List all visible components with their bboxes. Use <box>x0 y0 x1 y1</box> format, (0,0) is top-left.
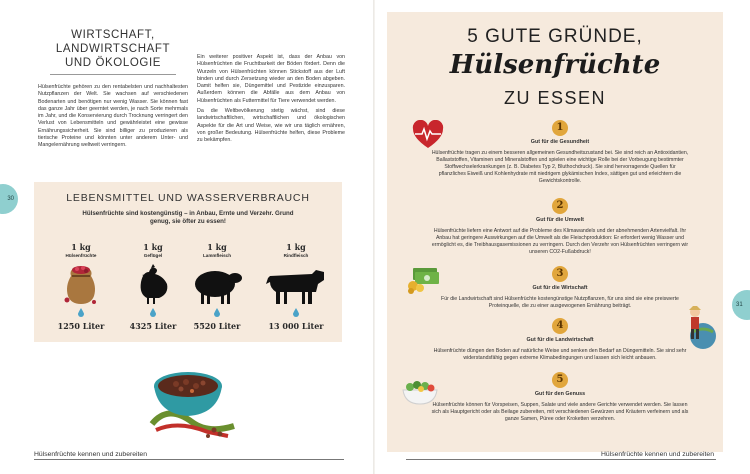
reason-title: Gut für die Wirtschaft <box>532 285 588 291</box>
water-drop-icon <box>293 308 299 317</box>
footer-right: Hülsenfrüchte kennen und zubereiten <box>601 451 714 458</box>
paragraph: Da die Weltbevölkerung stetig wächst, sind diese landwirtschaftlichen, wirtschaftlichen und ökologischen Aspekte für die Art und Weise, wie wir uns täglich ernähren, von großer Bedeutung. Hülsenfrüchte helfen, diese Probleme zu bekämpfen. <box>197 108 345 144</box>
reason-body: Hülsenfrüchte liefern eine Antwort auf die Probleme des Klimawandels und der abnehmenden Artenvielfalt. Ihr Anbau hat geringere Auswirkungen auf die Umwelt als die Fleischproduktion: Er erfordert wenig Wasser und ermöglicht es, die Treibhausgasemissionen zu verringern. Durch den Verzehr von Hülsenfrüchten verringern wir unseren CO2-Fußabdruck! <box>431 228 689 256</box>
reason-1 <box>431 120 689 185</box>
lamb-item: 1 kg Lammfleisch 5520 Liter <box>182 242 252 331</box>
bean-stew-bowl-image <box>148 364 238 440</box>
reason-title: Gut für die Umwelt <box>536 217 584 223</box>
reason-title: Gut für den Genuss <box>534 391 586 397</box>
reason-3 <box>431 266 689 310</box>
legumes-item: 1 kg Hülsenfrüchte 1250 Liter <box>57 242 105 331</box>
reason-2 <box>431 198 689 256</box>
reason-number: 1 <box>552 120 568 136</box>
reason-body: Hülsenfrüchte düngen den Boden auf natürliche Weise und senken den Bedarf an Düngemitteln. Sie sind sehr widerstandsfähig gegen extreme Klimabedingungen und lassen sich leicht anbauen. <box>433 348 687 362</box>
legume-sack-icon <box>61 262 101 306</box>
reason-title: Gut für die Landwirtschaft <box>526 337 594 343</box>
reason-body: Für die Landwirtschaft sind Hülsenfrüchte kostengünstige Nutzpflanzen, für uns sind sie eine preiswerte Proteinquelle, die zu einer ausgewogenen Ernährung beiträgt. <box>441 296 679 310</box>
beef-item: 1 kg Rindfleisch 13 000 Liter <box>258 242 334 331</box>
footer-rule <box>406 459 716 460</box>
reason-4 <box>431 318 689 362</box>
reason-5 <box>431 372 689 423</box>
heading-line-3: ZU ESSEN <box>503 88 607 108</box>
water-usage-box <box>34 182 342 342</box>
water-box-title: LEBENSMITTEL UND WASSERVERBRAUCH <box>66 192 310 204</box>
text-column-2 <box>197 54 345 145</box>
reason-body: Hülsenfrüchte können für Vorspeisen, Suppen, Salate und viele andere Gerichte verwendet werden. Sie lassen sich als Hauptgericht oder als Beilage zubereiten, mit verschiedenen Gewürzen und Kräutern verfeinern und als ganze Samen, Püree oder Kroketten verzehren. <box>431 402 689 423</box>
sheep-icon <box>189 262 245 306</box>
water-box-subtitle: Hülsenfrüchte sind kostengünstig – in Anbau, Ernte und Verzehr. Grund genug, sie öfter zu essen! <box>82 210 294 226</box>
reason-number: 2 <box>552 198 568 214</box>
paragraph: Ein weiterer positiver Aspekt ist, dass der Anbau von Hülsenfrüchten die Fruchtbarkeit der Böden fördert. Denn die Wurzeln von Hülsenfrüchten können Stickstoff aus der Luft binden und durch Zersetzung wieder an den Boden abgeben. Damit helfen sie, Düngemittel und Pestizide einzusparen. Außerdem können die Abfälle aus dem Anbau von Hülsenfrüchten als Futtermittel für Tiere verwendet werden. <box>197 54 345 104</box>
reason-title: Gut für die Gesundheit <box>530 139 590 145</box>
poultry-item: 1 kg Geflügel 4325 Liter <box>129 242 177 331</box>
water-drop-icon <box>150 308 156 317</box>
right-page <box>375 0 750 474</box>
heading-line-1: 5 GUTE GRÜNDE, <box>467 26 643 47</box>
reason-number: 5 <box>552 372 568 388</box>
page-number-tab-left: 30 <box>0 184 18 214</box>
left-page-title: WIRTSCHAFT, LANDWIRTSCHAFT UND ÖKOLOGIE <box>44 28 182 75</box>
water-drop-icon <box>78 308 84 317</box>
page-number-tab-right: 31 <box>732 290 750 320</box>
reason-number: 3 <box>552 266 568 282</box>
footer-rule <box>34 459 344 460</box>
text-column-1: Hülsenfrüchte gehören zu den rentabelsten und nachhaltesten Nutzpflanzen der Welt. Sie wachsen auf verschiedenen Bodenarten und benötigen nur wenig Wasser. Sie können fast das ganze Jahr über geerntet werden, je nach Sorte mehrmals im Jahr, und die Konservierung durch Trocknung verringert den Verlust von Lebensmitteln und gewährleistet eine gewisse Ernährungssicherheit. Sie sind billiger zu produzieren als tierische Proteine und könnten unter anderem Unter- und Mangelernährung weltweit verringern. <box>38 84 188 149</box>
title-rule <box>50 74 176 75</box>
heading-line-2: Hülsenfrüchte <box>449 50 661 80</box>
reason-body: Hülsenfrüchte tragen zu einem besseren allgemeinen Gesundheitszustand bei. Sie sind reich an Antioxidantien, Ballaststoffen, Vitaminen und Mineralstoffen und spielen eine wichtige Rolle bei der Vorbeugung bestimmter Stoffwechselerkrankungen (z. B. Diabetes Typ 2, Bluthochdruck). Sie sind hervorragende Quellen für pflanzliches Eiweiß und Kohlenhydrate mit niedrigem glykämischen Index, sättigen gut und erleichtern die Gewichtskontrolle. <box>431 150 689 185</box>
reasons-box <box>387 12 723 452</box>
cow-icon <box>264 262 328 306</box>
footer-left: Hülsenfrüchte kennen und zubereiten <box>34 451 147 458</box>
reason-number: 4 <box>552 318 568 334</box>
water-drop-icon <box>214 308 220 317</box>
chicken-icon <box>133 262 173 306</box>
